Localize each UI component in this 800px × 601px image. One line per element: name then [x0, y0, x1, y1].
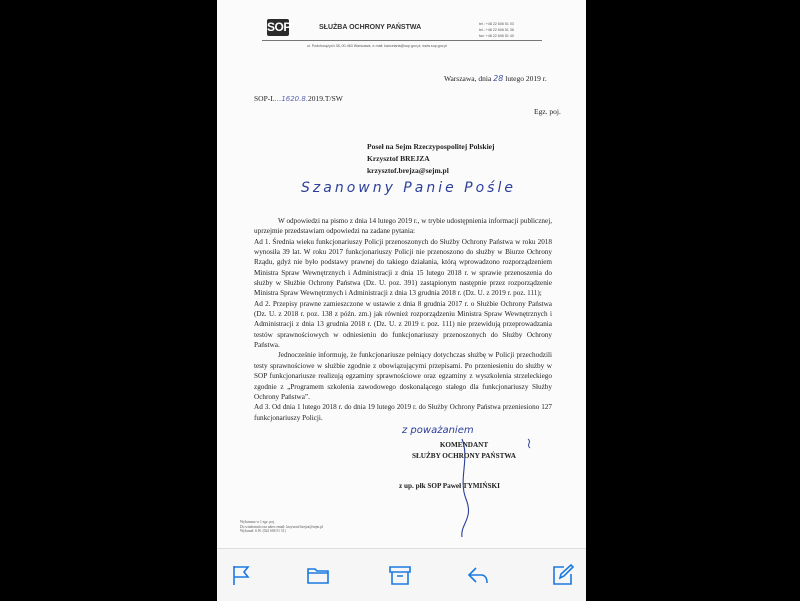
body-paragraph: Jednocześnie informuję, że funkcjonariusze pełniący dotychczas służbę w Policji przechodzili testy sprawnościowe w służbie zgodnie z obowiązującymi przepisami. Po przeniesieniu do służby w SOP funkcjonariusze realizują egzaminy sprawnościowe oraz egzaminy z wyszkolenia strzeleckiego zgodnie z „Programem szkolenia zawodowego doskonalącego stałego dla funkcjonariuszy Służby Ochrony Państwa”. [254, 351, 552, 401]
body-paragraph: Ad 2. Przepisy prawne zamieszczone w ustawie z dnia 8 grudnia 2017 r. o Służbie Ochrony Państwa (Dz. U. z 2018 r. poz. 138 z późn. zm.) jak również rozporządzeniu Ministra Spraw Wewnętrznych i Administracji z dnia 13 grudnia 2018 r. (Dz. U. z 2019 r. poz. 111) nie przewidują przeprowadzania testów sprawnościowych w odniesieniu do funkcjonariuszy przenoszonych do Służby Ochrony Państwa. [254, 299, 552, 350]
folder-icon[interactable] [306, 563, 330, 587]
contact-line: tel.: +48 22 606 51 03 [479, 22, 514, 26]
contact-line: tel.: +48 22 606 51 36 [479, 28, 514, 32]
addressee-name: Krzysztof BREJZA [367, 154, 430, 163]
footer-line: Wykonano w 1 egz. poj. [240, 520, 275, 524]
compose-icon[interactable] [551, 563, 575, 587]
signatory-title: KOMENDANT [439, 441, 489, 449]
signatory-block [389, 440, 539, 462]
signatory-byline: z up. płk SOP Paweł TYMIŃSKI [399, 482, 500, 490]
ref-number-handwritten: ...1620.8. [274, 95, 309, 103]
handwritten-signature [400, 419, 540, 539]
letterhead-org-name: SŁUŻBA OCHRONY PAŃSTWA [319, 24, 422, 31]
body-paragraph: W odpowiedzi na pismo z dnia 14 lutego 2019 r., w trybie udostępnienia informacji publicznej, uprzejmie przedstawiam odpowiedzi na zadane pytania: [254, 217, 552, 236]
reply-icon[interactable] [466, 563, 490, 587]
signatory-org: SŁUŻBY OCHRONY PAŃSTWA [412, 452, 516, 460]
contact-line: fax: +48 22 606 51 40 [479, 34, 514, 38]
date-suffix: lutego 2019 r. [503, 74, 547, 83]
archive-icon[interactable] [388, 563, 412, 587]
addressee-email: krzysztof.brejza@sejm.pl [367, 166, 449, 175]
letterhead-divider [262, 40, 542, 41]
letter-page [217, 0, 586, 548]
letterhead-contact [479, 21, 514, 39]
letterhead-address: ul. Podchorążych 38, 00-463 Warszawa, e-mail: kancelaria@sop.gov.pl, www.sop.gov.pl [307, 44, 448, 48]
flag-icon[interactable] [229, 563, 253, 587]
addressee-block [367, 141, 494, 177]
addressee-title: Poseł na Sejm Rzeczypospolitej Polskiej [367, 142, 495, 151]
date-day-handwritten: 28 [493, 74, 504, 83]
signature-closing: z poważaniem [402, 425, 474, 436]
date-prefix: Warszawa, dnia [444, 74, 494, 83]
mail-toolbar [217, 548, 586, 601]
date-line [444, 74, 547, 83]
handwritten-greeting: Szanowny Panie Pośle [301, 180, 516, 196]
footer-notes [240, 520, 323, 534]
footer-line: Wykonał: S.W. (022 606 51 51) [240, 529, 286, 533]
footer-line: Do wiadomości na adres email: krzysztof.brejza@sejm.pl [240, 524, 324, 529]
copy-note: Egz. poj. [534, 107, 561, 116]
reference-number [254, 94, 343, 103]
sop-logo: SOP [267, 20, 291, 34]
letter-body [254, 216, 552, 423]
body-paragraph: Ad 3. Od dnia 1 lutego 2018 r. do dnia 19 lutego 2019 r. do Służby Ochrony Państwa przeniesiono 127 funkcjonariuszy Policji. [254, 403, 552, 422]
ref-suffix: 2019.T/SW [308, 94, 343, 103]
body-paragraph: Ad 1. Średnia wieku funkcjonariuszy Policji przenoszonych do Służby Ochrony Państwa w roku 2018 wynosiła 39 lat. W roku 2017 funkcjonariuszy Policji nie przenoszono do służby w Biurze Ochrony Rządu, gdyż nie było podstawy prawnej do takiego działania, którą wprowadzono rozporządzeniem Ministra Spraw Wewnętrznych i Administracji z dnia 15 lutego 2018 r. w sprawie przenoszenia do służby w Służbie Ochrony Państwa (Dz. U. poz. 391) zastąpionym następnie przez rozporządzenie Ministra Spraw Wewnętrznych i Administracji z dnia 13 grudnia 2018 r. (Dz. U. z 2019 r. poz. 111); [254, 237, 552, 298]
ref-prefix: SOP-I. [254, 94, 275, 103]
